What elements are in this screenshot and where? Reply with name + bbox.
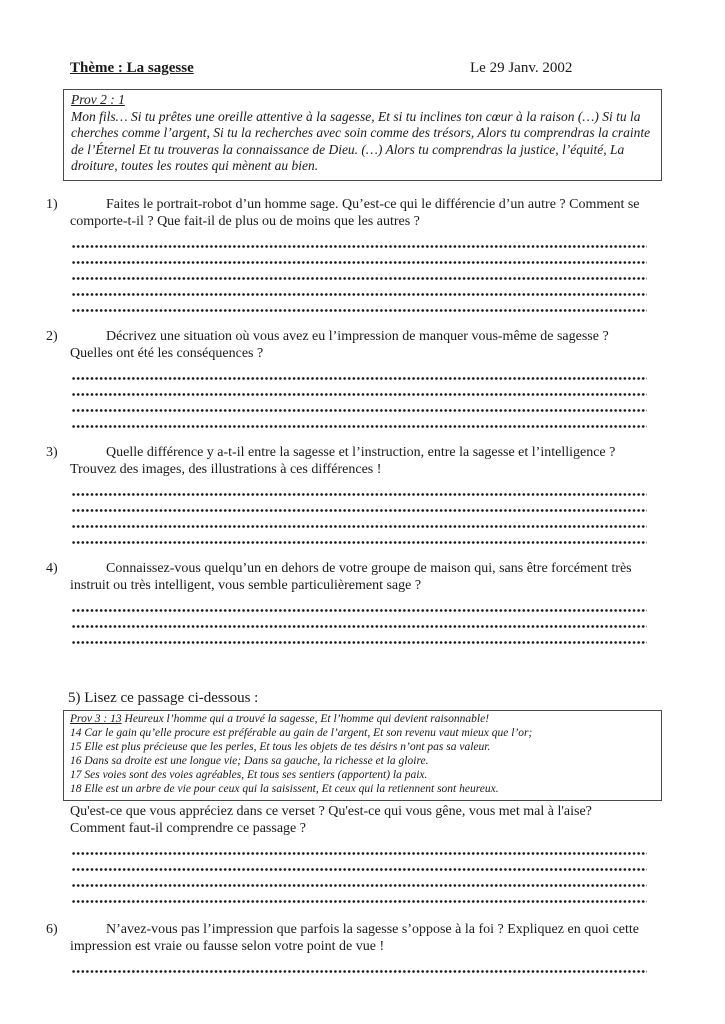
answer-dotted-line bbox=[70, 859, 647, 875]
scripture-reference: Prov 3 : 13 bbox=[70, 712, 122, 725]
question-text: Quelle différence y a-t-il entre la sagesse et l’instruction, entre la sagesse et l’intelligence ? Trouvez des images, des illustrations à ces différences ! bbox=[70, 444, 616, 477]
answer-dotted-line bbox=[70, 416, 647, 432]
answer-dotted-line bbox=[70, 843, 647, 859]
question-block-2 bbox=[46, 328, 647, 432]
answer-area bbox=[70, 837, 647, 907]
answer-area bbox=[70, 594, 647, 648]
answer-dotted-line bbox=[70, 384, 647, 400]
passage-text: Heureux l’homme qui a trouvé la sagesse, Et l’homme qui devient raisonnable! bbox=[124, 712, 490, 725]
question-block-5 bbox=[70, 803, 647, 907]
question-text: Faites le portrait-robot d’un homme sage. Qu’est-ce qui le différencie d’un autre ? Comment se comporte-t-il ? Que fait-il de plus ou de moins que les autres ? bbox=[70, 196, 640, 229]
answer-area bbox=[70, 362, 647, 432]
answer-dotted-line bbox=[70, 875, 647, 891]
section5-label: 5) Lisez ce passage ci-dessous : bbox=[68, 689, 259, 706]
answer-area bbox=[70, 230, 647, 316]
passage-line: 15 Elle est plus précieuse que les perles, Et tous les objets de tes désirs n’ont pas sa valeur. bbox=[70, 740, 491, 753]
passage-line: 16 Dans sa droite est une longue vie; Dans sa gauche, la richesse et la gloire. bbox=[70, 754, 429, 767]
question-number: 6) bbox=[46, 921, 58, 937]
question-text: Décrivez une situation où vous avez eu l’impression de manquer vous-même de sagesse ? Quelles ont été les conséquences ? bbox=[70, 328, 609, 361]
answer-dotted-line bbox=[70, 368, 647, 384]
question-block-6 bbox=[46, 921, 647, 977]
answer-dotted-line bbox=[70, 300, 647, 316]
scripture-box-prov2 bbox=[63, 89, 662, 181]
answer-dotted-line bbox=[70, 632, 647, 648]
answer-dotted-line bbox=[70, 891, 647, 907]
date-label: Le 29 Janv. 2002 bbox=[470, 60, 573, 76]
question-number: 3) bbox=[46, 444, 58, 460]
answer-dotted-line bbox=[70, 616, 647, 632]
passage-line: 14 Car le gain qu’elle procure est préférable au gain de l’argent, Et son revenu vaut mieux que l’or; bbox=[70, 726, 533, 739]
passage-line bbox=[70, 712, 655, 726]
scripture-reference: Prov 2 : 1 bbox=[71, 92, 125, 107]
header bbox=[63, 60, 662, 84]
answer-dotted-line bbox=[70, 484, 647, 500]
answer-dotted-line bbox=[70, 600, 647, 616]
answer-dotted-line bbox=[70, 236, 647, 252]
question-text: N’avez-vous pas l’impression que parfois la sagesse s’oppose à la foi ? Expliquez en quoi cette impression est vraie ou fausse selon votre point de vue ! bbox=[70, 921, 639, 954]
question-block-4 bbox=[46, 560, 647, 648]
question-number: 1) bbox=[46, 196, 58, 212]
page-title: Thème : La sagesse bbox=[70, 60, 194, 76]
answer-dotted-line bbox=[70, 516, 647, 532]
answer-dotted-line bbox=[70, 252, 647, 268]
answer-area bbox=[70, 955, 647, 977]
answer-area bbox=[70, 478, 647, 548]
answer-dotted-line bbox=[70, 500, 647, 516]
scripture-text: Mon fils… Si tu prêtes une oreille attentive à la sagesse, Et si tu inclines ton cœur à la raison (…) Si tu la cherches comme l’argent, Si tu la recherches avec soin comme des trésors, Alors tu comprendras la crainte de l’Éternel Et tu trouveras la connaissance de Dieu. (…) Alors tu comprendras la justice, l’équité, La droiture, toutes les routes qui mènent au bien. bbox=[71, 108, 651, 173]
answer-dotted-line bbox=[70, 961, 647, 977]
passage-line: 18 Elle est un arbre de vie pour ceux qui la saisissent, Et ceux qui la retiennent sont heureux. bbox=[70, 782, 499, 795]
question-text: Connaissez-vous quelqu’un en dehors de votre groupe de maison qui, sans être forcément très instruit ou très intelligent, vous semble particulièrement sage ? bbox=[70, 560, 632, 593]
question-block-1 bbox=[46, 196, 647, 316]
question-number: 2) bbox=[46, 328, 58, 344]
answer-dotted-line bbox=[70, 400, 647, 416]
passage-line: 17 Ses voies sont des voies agréables, Et tous ses sentiers (apportent) la paix. bbox=[70, 768, 428, 781]
question-text: Qu'est-ce que vous appréciez dans ce verset ? Qu'est-ce qui vous gêne, vous met mal à l'aise? Comment faut-il comprendre ce passage ? bbox=[70, 803, 592, 836]
question-block-3 bbox=[46, 444, 647, 548]
answer-dotted-line bbox=[70, 284, 647, 300]
scripture-box-prov3 bbox=[63, 710, 662, 801]
answer-dotted-line bbox=[70, 532, 647, 548]
question-number: 4) bbox=[46, 560, 58, 576]
answer-dotted-line bbox=[70, 268, 647, 284]
